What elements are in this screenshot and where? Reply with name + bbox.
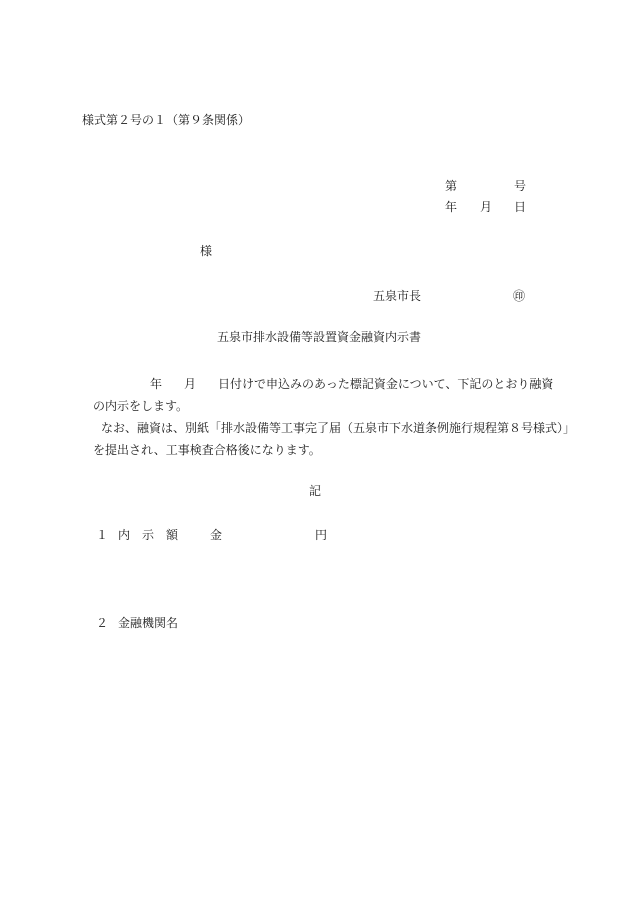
item-1-kin: 金: [210, 528, 223, 542]
body-line-1-text: 日付けで申込みのあった標記資金について、下記のとおり融資: [218, 377, 554, 391]
doc-number-prefix: 第: [445, 179, 458, 193]
doc-number-suffix: 号: [514, 179, 527, 193]
body-month: 月: [184, 377, 197, 391]
issuer-title: 五泉市長: [373, 289, 422, 303]
ki-heading: 記: [309, 484, 322, 498]
body-line-2: の内示をします。: [93, 399, 189, 413]
addressee-honorific: 様: [200, 244, 213, 258]
form-label: 様式第２号の１（第９条関係）: [82, 113, 251, 127]
body-line-3-text: なお、融資は、別紙「排水設備等工事完了届（五泉市下水道条例施行規程第８号様式）」: [101, 421, 576, 435]
seal-mark: ㊞: [513, 289, 526, 303]
body-year: 年: [150, 377, 163, 391]
date-month: 月: [480, 200, 493, 214]
body-line-1: [93, 373, 554, 395]
date-day: 日: [514, 200, 527, 214]
item-2-label: 金融機関名: [118, 616, 179, 630]
body-line-3: [93, 417, 576, 439]
document-title: 五泉市排水設備等設置資金融資内示書: [217, 330, 422, 344]
body-line-4: を提出され、工事検査合格後になります。: [93, 443, 321, 457]
item-1-number: １: [96, 528, 109, 542]
item-1-yen: 円: [315, 528, 328, 542]
date-year: 年: [445, 200, 458, 214]
item-2-number: ２: [96, 616, 109, 630]
item-1-label: 内 示 額: [118, 528, 179, 542]
body-text: [93, 373, 576, 461]
